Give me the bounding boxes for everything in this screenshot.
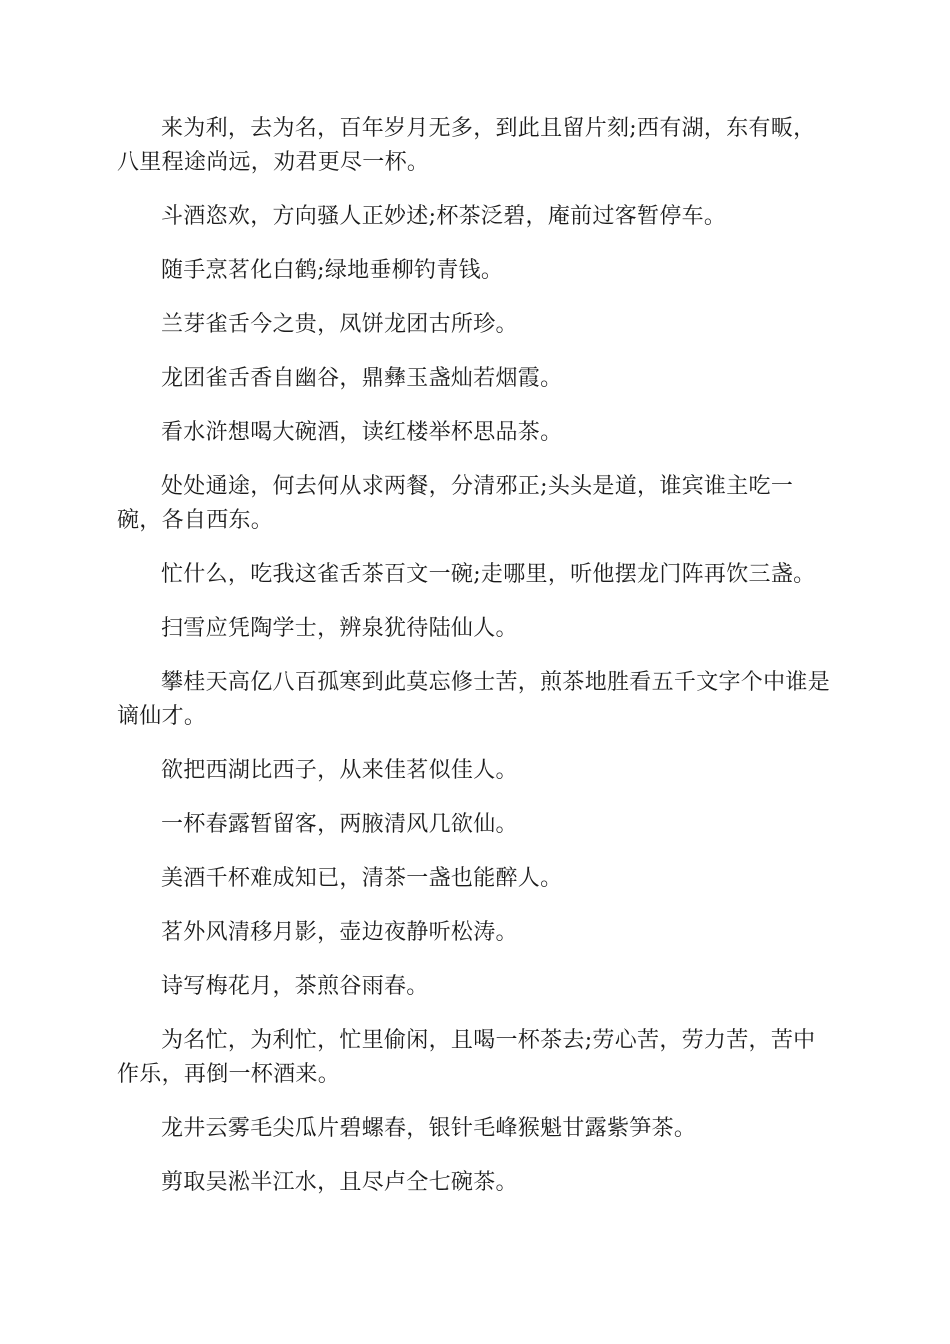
paragraph: 为名忙，为利忙，忙里偷闲，且喝一杯茶去;劳心苦，劳力苦，苦中作乐，再倒一杯酒来。 (117, 1028, 816, 1087)
paragraph: 诗写梅花月，茶煎谷雨春。 (161, 974, 429, 999)
paragraph: 欲把西湖比西子，从来佳茗似佳人。 (161, 758, 518, 783)
paragraph: 扫雪应凭陶学士，辨泉犹待陆仙人。 (161, 616, 518, 641)
paragraph: 随手烹茗化白鹤;绿地垂柳钓青钱。 (161, 258, 504, 283)
paragraph: 看水浒想喝大碗酒，读红楼举杯思品茶。 (161, 420, 563, 445)
paragraph: 剪取吴淞半江水，且尽卢仝七碗茶。 (161, 1170, 518, 1195)
paragraph: 一杯春露暂留客，两腋清风几欲仙。 (161, 812, 518, 837)
paragraph: 兰芽雀舌今之贵，凤饼龙团古所珍。 (161, 312, 518, 337)
paragraph: 攀桂天高亿八百孤寒到此莫忘修士苦，煎茶地胜看五千文字个中谁是谪仙才。 (117, 670, 831, 729)
paragraph: 处处通途，何去何从求两餐，分清邪正;头头是道，谁宾谁主吃一碗，各自西东。 (117, 474, 794, 533)
document-body (117, 112, 837, 1220)
paragraph: 斗酒恣欢，方向骚人正妙述;杯茶泛碧，庵前过客暂停车。 (161, 204, 727, 229)
paragraph: 来为利，去为名，百年岁月无多，到此且留片刻;西有湖，东有畈，八里程途尚远，劝君更尽一杯。 (117, 116, 816, 175)
paragraph: 龙团雀舌香自幽谷，鼎彝玉盏灿若烟霞。 (161, 366, 563, 391)
paragraph: 美酒千杯难成知已，清茶一盏也能醉人。 (161, 866, 563, 891)
paragraph: 龙井云雾毛尖瓜片碧螺春，银针毛峰猴魁甘露紫笋茶。 (161, 1116, 697, 1141)
paragraph: 茗外风清移月影，壶边夜静听松涛。 (161, 920, 518, 945)
paragraph: 忙什么，吃我这雀舌茶百文一碗;走哪里，听他摆龙门阵再饮三盏。 (161, 562, 816, 587)
